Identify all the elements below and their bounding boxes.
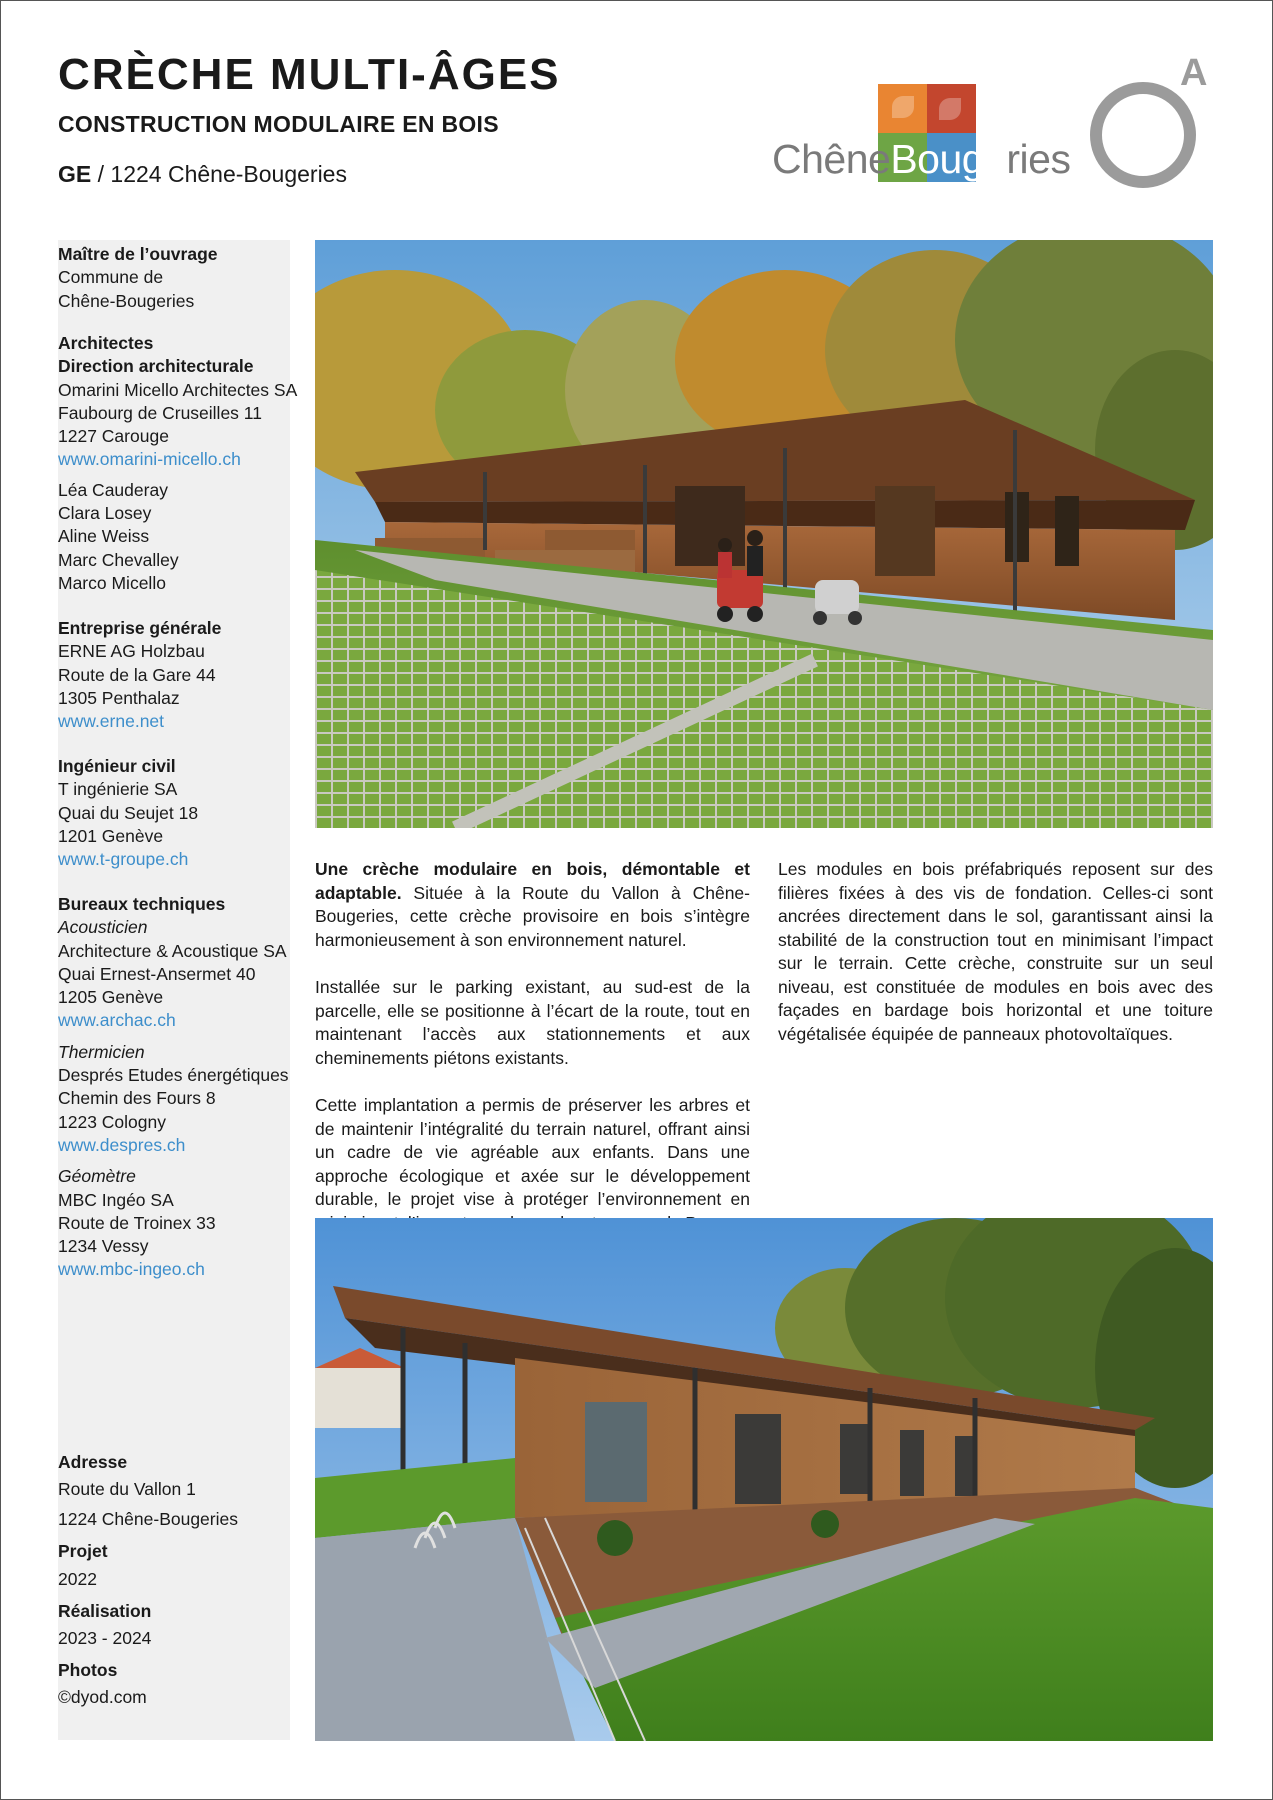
surveyor-line: Route de Troinex 33 <box>58 1212 216 1233</box>
thermal-link[interactable]: www.despres.ch <box>58 1134 186 1155</box>
contractor-line: ERNE AG Holzbau <box>58 641 205 662</box>
acoustic-line: Architecture & Acoustique SA <box>58 940 287 961</box>
logo-word-3: ries <box>1006 136 1071 182</box>
publisher-letter: A <box>1180 52 1208 94</box>
surveyor-line: MBC Ingéo SA <box>58 1189 174 1210</box>
address-label: Adresse <box>58 1452 128 1472</box>
civil-engineer-line: T ingénierie SA <box>58 779 178 800</box>
owner-line: Commune de <box>58 267 164 288</box>
architects-line: 1227 Carouge <box>58 426 169 447</box>
credits-sidebar <box>58 240 298 1740</box>
owner-heading: Maître de l’ouvrage <box>58 244 218 264</box>
project-info-block <box>58 1445 290 1712</box>
logo-tile-red <box>927 84 976 133</box>
page-title: CRÈCHE MULTI-ÂGES <box>58 50 561 99</box>
paragraph-2: Installée sur le parking existant, au sud-est de la parcelle, elle se positionne à l’écart de la route, tout en maintenant l’accès aux stationnements et aux cheminements piétons existants. <box>315 977 750 1068</box>
paragraph <box>315 858 750 952</box>
paragraph-4: Les modules en bois préfabriqués reposent sur des filières fixées à des vis de fondation. Celles-ci sont ancrées directement dans le sol, garantissant ainsi la stabilité de la construction tout en minimisant l’impact sur le terrain. Cette crèche, construite sur un seul niveau, est constituée de modules en bois avec des façades en bardage bois horizontal et une toiture végétalisée équipée de panneaux photovoltaïques. <box>778 859 1213 1044</box>
address-line: 1224 Chêne-Bougeries <box>58 1509 238 1530</box>
paragraph-1: Située à la Route du Vallon à Chêne-Bougeries, cette crèche provisoire en bois s’intègre harmonieusement à son environnement naturel. <box>315 882 750 950</box>
photos-credit: ©dyod.com <box>58 1687 147 1708</box>
architects-heading: Architectes <box>58 333 154 353</box>
team-member: Aline Weiss <box>58 526 150 547</box>
paragraph-3: Cette implantation a permis de préserver les arbres et de maintenir l’intégralité du terrain naturel, offrant ainsi un cadre de vie agréable aux enfants. Dans une approche écologique et axée sur le développement durable, le projet vise à protéger l’environnement en <box>315 1095 750 1209</box>
logo-tile-orange <box>878 84 927 133</box>
acoustic-link[interactable]: www.archac.ch <box>58 1010 176 1031</box>
team-member: Léa Cauderay <box>58 479 168 500</box>
body-column-right <box>778 858 1213 1070</box>
thermal-line: 1223 Cologny <box>58 1111 166 1132</box>
architects-line: Faubourg de Cruseilles 11 <box>58 402 262 423</box>
logo-word-2: Bouge <box>890 136 1007 182</box>
photo-building-front <box>315 240 1213 828</box>
surveyor-role: Géomètre <box>58 1166 136 1187</box>
contractor-link[interactable]: www.erne.net <box>58 711 165 732</box>
civil-engineer-line: 1201 Genève <box>58 825 164 846</box>
address-line: Route du Vallon 1 <box>58 1479 196 1500</box>
location-line <box>58 161 347 188</box>
thermal-line: Després Etudes énergétiques <box>58 1065 289 1086</box>
thermal-role: Thermicien <box>58 1041 145 1062</box>
acoustic-line: 1205 Genève <box>58 987 164 1008</box>
logo-wordmark <box>772 136 1070 183</box>
technical-heading: Bureaux techniques <box>58 894 226 914</box>
surveyor-link[interactable]: www.mbc-ingeo.ch <box>58 1259 205 1280</box>
civil-engineer-block <box>58 755 290 871</box>
civil-engineer-line: Quai du Seujet 18 <box>58 802 199 823</box>
team-member: Marc Chevalley <box>58 549 179 570</box>
thermal-line: Chemin des Fours 8 <box>58 1088 216 1109</box>
chene-bougeries-logo <box>770 84 1071 184</box>
acoustic-role: Acousticien <box>58 917 148 938</box>
realisation-years: 2023 - 2024 <box>58 1627 152 1648</box>
realisation-label: Réalisation <box>58 1600 152 1621</box>
surveyor-line: 1234 Vessy <box>58 1236 149 1257</box>
team-member: Marco Micello <box>58 572 166 593</box>
page-subtitle: CONSTRUCTION MODULAIRE EN BOIS <box>58 111 499 137</box>
architects-subheading: Direction architecturale <box>58 356 254 377</box>
location-text: / 1224 Chêne-Bougeries <box>97 161 347 187</box>
photos-label: Photos <box>58 1659 118 1680</box>
acoustic-line: Quai Ernest-Ansermet 40 <box>58 963 256 984</box>
owner-line: Chêne-Bougeries <box>58 290 195 311</box>
technical-block <box>58 893 290 1282</box>
contractor-line: Route de la Gare 44 <box>58 664 216 685</box>
civil-engineer-link[interactable]: www.t-groupe.ch <box>58 849 189 870</box>
project-year: 2022 <box>58 1568 97 1589</box>
architects-line: Omarini Micello Architectes SA <box>58 379 298 400</box>
logo-word-1: Chêne <box>772 136 891 182</box>
team-member: Clara Losey <box>58 503 152 524</box>
project-label: Projet <box>58 1541 108 1562</box>
architects-block <box>58 332 298 595</box>
owner-block <box>58 243 290 313</box>
photo-building-side <box>315 1218 1213 1741</box>
publisher-ring-icon <box>1090 82 1196 188</box>
civil-engineer-heading: Ingénieur civil <box>58 756 176 776</box>
architects-link[interactable]: www.omarini-micello.ch <box>58 449 241 470</box>
contractor-block <box>58 617 290 733</box>
contractor-line: 1305 Penthalaz <box>58 687 180 708</box>
contractor-heading: Entreprise générale <box>58 618 222 638</box>
canton-code: GE <box>58 161 92 187</box>
lead-sentence: Une crèche modulaire en bois, démontable et adaptable. <box>315 859 750 903</box>
publisher-logo <box>1085 52 1215 187</box>
